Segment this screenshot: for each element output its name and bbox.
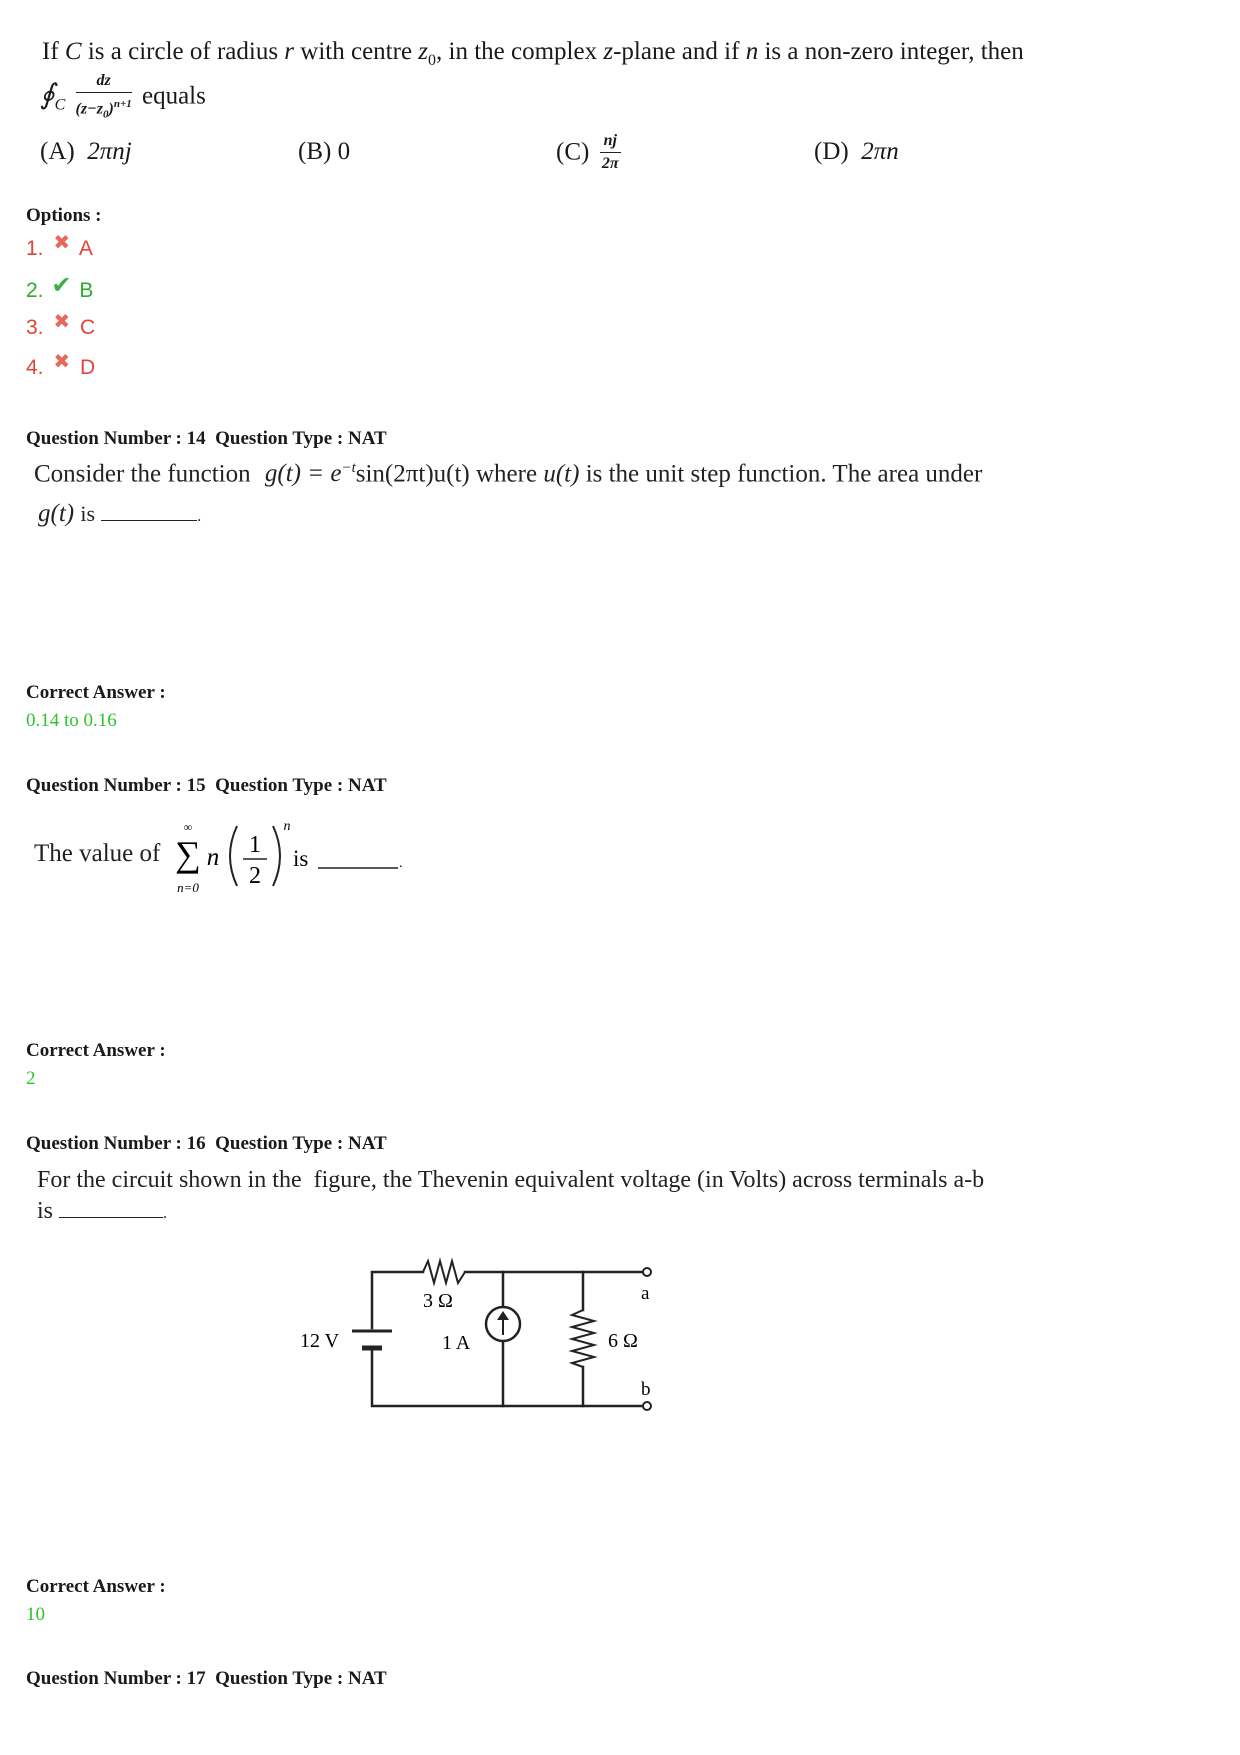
q13-var-z0: z — [418, 38, 429, 65]
choice-value: 2πnj — [87, 138, 132, 165]
label-3ohm: 3 Ω — [423, 1290, 453, 1312]
q13-text: -plane and if — [613, 38, 740, 65]
q14-sup: −t — [341, 460, 356, 476]
check-mark-icon: ✔ — [51, 272, 72, 299]
q13-var-n: n — [745, 38, 759, 65]
answer-blank — [101, 500, 197, 521]
sum-lower-limit: n=0 — [177, 880, 199, 895]
option-number: 1. — [26, 237, 44, 260]
q13-var-z: z — [603, 38, 614, 65]
power-n: n — [283, 819, 291, 834]
q15-text-a: The value of — [34, 840, 161, 867]
wrong-mark-icon: ✖ — [53, 351, 71, 373]
label-terminal-b: b — [641, 1379, 651, 1400]
fraction-denominator: 2π — [601, 155, 619, 172]
choice-label: (B) — [298, 138, 332, 165]
q15-sum-formula — [175, 816, 415, 896]
label-1a: 1 A — [442, 1332, 471, 1354]
integral-subscript: C — [54, 96, 66, 114]
option-1 — [26, 232, 93, 261]
frac-numerator: 1 — [249, 832, 261, 858]
q16-text: is — [37, 1198, 54, 1224]
q13-text: is a non-zero integer, then — [764, 38, 1024, 65]
option-letter: A — [78, 237, 93, 260]
option-letter: C — [79, 316, 96, 339]
q16-answer: 10 — [26, 1604, 45, 1625]
den-part: (z−z — [75, 100, 103, 118]
q17-header: Question Number : 17 Question Type : NAT — [26, 1668, 387, 1689]
contour-integral-symbol: ∮ — [40, 79, 55, 111]
q16-answer-label: Correct Answer : — [26, 1576, 166, 1597]
den-sup: n+1 — [113, 98, 132, 110]
q15-answer-label: Correct Answer : — [26, 1040, 166, 1061]
q13-var-r: r — [284, 38, 295, 65]
q14-ut: u(t) — [543, 460, 580, 488]
frac-denominator: 2 — [249, 863, 261, 889]
q13-choice-a — [40, 138, 132, 166]
option-2 — [26, 272, 94, 304]
q14-period: . — [197, 508, 202, 525]
q14-answer: 0.14 to 0.16 — [26, 710, 117, 731]
fraction-numerator: nj — [600, 132, 621, 153]
option-letter: D — [79, 356, 96, 379]
q14-header: Question Number : 14 Question Type : NAT — [26, 428, 387, 449]
q14-formula: sin(2πt)u(t) — [355, 460, 470, 488]
label-12v: 12 V — [300, 1330, 340, 1352]
q13-sub: 0 — [428, 52, 437, 69]
choice-c-fraction — [600, 132, 621, 173]
choice-label: (D) — [814, 138, 849, 165]
current-source-icon — [486, 1307, 520, 1341]
q14-text: is the unit step function. The area under — [585, 460, 983, 488]
q16-header: Question Number : 16 Question Type : NAT — [26, 1133, 387, 1154]
q14-statement — [34, 460, 982, 488]
q15-period: . — [399, 856, 403, 871]
q16-line1: For the circuit shown in the figure, the Thevenin equivalent voltage (in Volts) across terminals a-b — [37, 1167, 985, 1193]
right-paren — [273, 826, 280, 886]
q13-text: is a circle of radius — [87, 38, 279, 65]
choice-label: (C) — [556, 138, 590, 166]
option-3 — [26, 311, 96, 340]
sum-upper-limit: ∞ — [183, 820, 193, 834]
left-paren — [230, 826, 237, 886]
choice-value: 2πn — [861, 138, 899, 165]
options-label: Options : — [26, 205, 102, 226]
sum-symbol: ∑ — [175, 834, 201, 874]
label-terminal-a: a — [641, 1283, 650, 1304]
q14-line2 — [38, 500, 201, 528]
q15-answer: 2 — [26, 1068, 36, 1089]
q13-choice-d — [814, 138, 899, 166]
q14-text: is — [80, 501, 96, 526]
fraction-numerator: dz — [76, 72, 132, 93]
den-sub: 0 — [103, 108, 109, 121]
terminal-a-node — [643, 1268, 651, 1276]
q13-var-c: C — [64, 38, 82, 65]
q13-choice-c — [556, 132, 625, 173]
q15-text-b: is — [293, 846, 309, 871]
option-letter: B — [79, 279, 94, 302]
option-4 — [26, 351, 96, 380]
den-close: ) — [108, 100, 114, 118]
label-6ohm: 6 Ω — [608, 1330, 638, 1352]
q13-text: , in the complex — [436, 38, 598, 65]
q14-formula: g(t) — [38, 500, 75, 527]
answer-blank — [59, 1199, 163, 1218]
choice-label: (A) — [40, 138, 75, 165]
q13-text: If — [42, 38, 59, 65]
wrong-mark-icon: ✖ — [53, 311, 71, 333]
wrong-mark-icon: ✖ — [53, 232, 71, 254]
sum-n: n — [206, 844, 220, 871]
q13-fraction — [76, 72, 132, 124]
q14-formula: g(t) = e — [264, 460, 342, 488]
q15-header: Question Number : 15 Question Type : NAT — [26, 775, 387, 796]
option-number: 2. — [26, 279, 44, 302]
option-number: 3. — [26, 316, 44, 339]
q14-text: Consider the function — [34, 460, 251, 488]
option-number: 4. — [26, 356, 44, 379]
resistor-6ohm-icon — [572, 1310, 594, 1367]
q16-circuit-diagram — [290, 1250, 670, 1430]
q16-period: . — [163, 1205, 168, 1222]
terminal-b-node — [643, 1402, 651, 1410]
battery-icon — [352, 1331, 392, 1348]
choice-value: 0 — [337, 138, 351, 165]
q13-choice-b — [298, 138, 350, 166]
q14-text: where — [476, 460, 538, 488]
resistor-3ohm-icon — [423, 1261, 465, 1283]
q16-line2 — [37, 1198, 167, 1225]
q13-integral — [40, 72, 206, 124]
q13-text: with centre — [300, 38, 413, 65]
fraction-denominator — [76, 93, 132, 124]
q14-answer-label: Correct Answer : — [26, 682, 166, 703]
q13-equals: equals — [141, 82, 206, 110]
